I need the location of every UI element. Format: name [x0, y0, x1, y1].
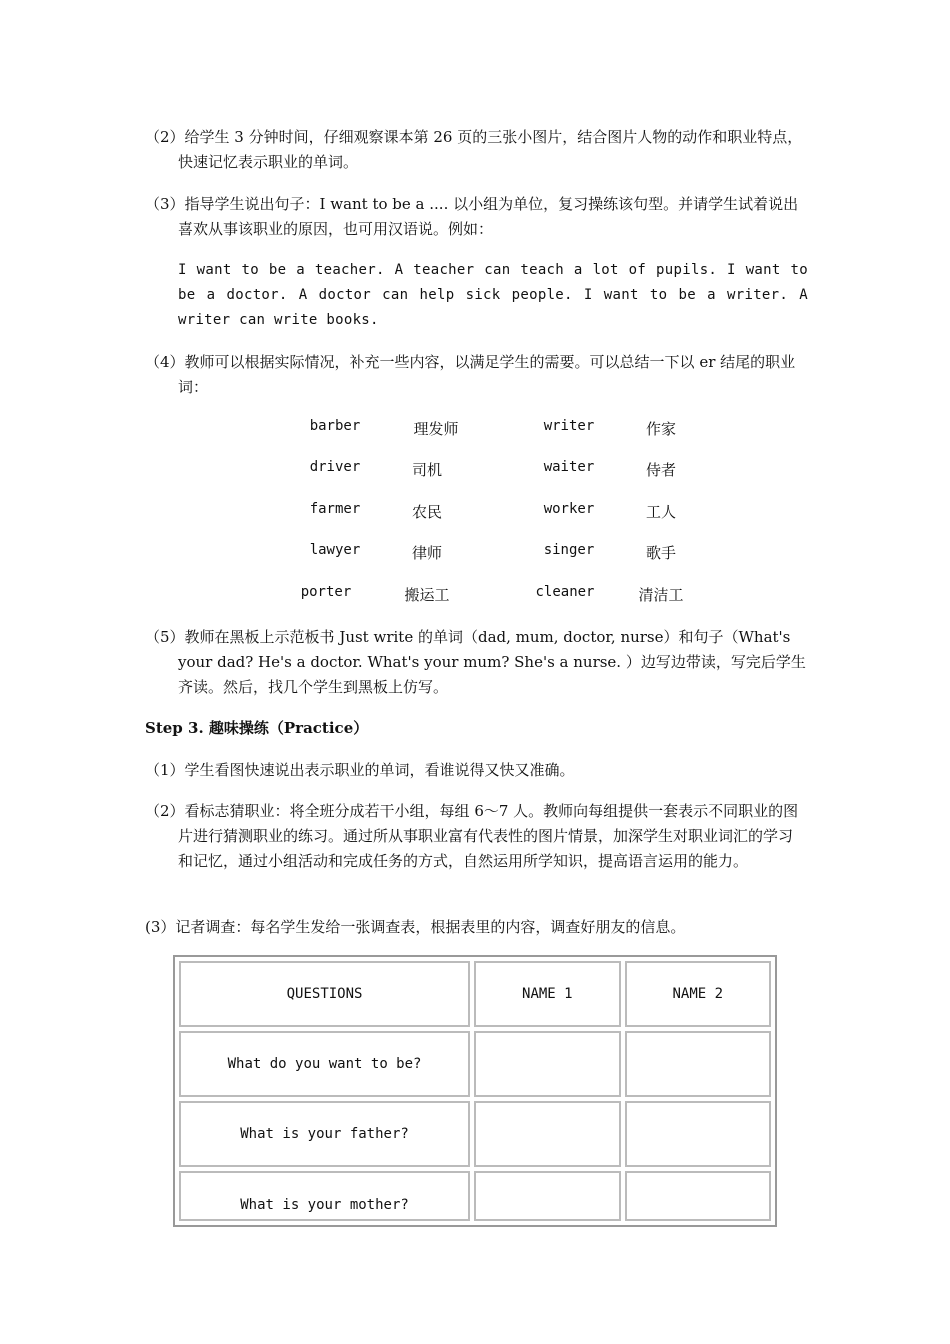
- answer-cell[interactable]: [625, 1101, 771, 1167]
- step3-item-1-text: （1）学生看图快速说出表示职业的单词，看谁说得又快又准确。: [145, 761, 575, 779]
- question-cell: What do you want to be?: [179, 1031, 470, 1097]
- vocab-en-1: driver: [309, 459, 361, 475]
- item-5: [145, 625, 807, 700]
- vocab-zh-1: 理发师: [413, 420, 459, 438]
- step3-item-1: [145, 758, 807, 783]
- answer-cell[interactable]: [474, 1171, 620, 1221]
- example-sentences: I want to be a teacher. A teacher can teach a lot of pupils. I want to be a doctor. A doctor can help sick people. I want to be a writer. A writer can write books.: [178, 262, 808, 328]
- vocab-en-1: farmer: [309, 501, 361, 517]
- survey-table: [173, 955, 777, 1227]
- answer-cell[interactable]: [474, 1031, 620, 1097]
- step3-item-2-text: （2）看标志猜职业：将全班分成若干小组，每组 6～7 人。教师向每组提供一套表示不同职业的图片进行猜测职业的练习。通过所从事职业富有代表性的图片情景，加深学生对职业词汇的学习和记忆，通过小组活动和完成任务的方式，自然运用所学知识，提高语言运用的能力。: [145, 802, 799, 870]
- header-name-1: NAME 1: [474, 961, 620, 1027]
- vocab-zh-1: 司机: [411, 461, 442, 479]
- table-row: [179, 1101, 771, 1167]
- vocab-zh-1: 农民: [411, 503, 442, 521]
- vocab-zh-2: 清洁工: [638, 586, 684, 604]
- step3-heading: Step 3. 趣味操练（Practice）: [145, 719, 369, 737]
- vocab-zh-2: 作家: [645, 420, 676, 438]
- item-4: [145, 350, 807, 400]
- vocab-zh-2: 工人: [645, 503, 676, 521]
- question-cell: What is your mother?: [179, 1171, 470, 1221]
- step3-item-3-text: (3）记者调查：每名学生发给一张调查表，根据表里的内容，调查好朋友的信息。: [145, 918, 686, 936]
- vocab-en-2: worker: [543, 501, 595, 517]
- answer-cell[interactable]: [625, 1031, 771, 1097]
- vocab-en-1: lawyer: [309, 542, 361, 558]
- table-header-row: [179, 961, 771, 1027]
- item-4-text: （4）教师可以根据实际情况，补充一些内容，以满足学生的需要。可以总结一下以 er 结尾的职业词：: [145, 353, 796, 396]
- vocab-zh-2: 侍者: [645, 461, 676, 479]
- step3-item-2: [145, 799, 807, 874]
- item-3-text: （3）指导学生说出句子：I want to be a .... 以小组为单位，复习操练该句型。并请学生试着说出喜欢从事该职业的原因，也可用汉语说。例如：: [145, 195, 799, 238]
- answer-cell[interactable]: [625, 1171, 771, 1221]
- header-questions: QUESTIONS: [179, 961, 470, 1027]
- vocab-zh-2: 歌手: [645, 544, 676, 562]
- question-cell: What is your father?: [179, 1101, 470, 1167]
- vocab-zh-1: 律师: [411, 544, 442, 562]
- answer-cell[interactable]: [474, 1101, 620, 1167]
- vocab-en-1: barber: [309, 418, 361, 434]
- item-5-text: （5）教师在黑板上示范板书 Just write 的单词（dad, mum, doctor, nurse）和句子（What's your dad? He's a doctor. What's your mum? She's a nurse. ）边写边带读，写完后学生齐读。然后，找几个学生到黑板上仿写。: [145, 628, 806, 696]
- table-row: [179, 1031, 771, 1097]
- vocab-en-2: waiter: [543, 459, 595, 475]
- vocab-zh-1: 搬运工: [404, 586, 450, 604]
- header-name-2: NAME 2: [625, 961, 771, 1027]
- vocab-en-2: cleaner: [535, 584, 595, 600]
- table-row: [179, 1171, 771, 1221]
- vocab-en-2: singer: [543, 542, 595, 558]
- step3-item-3: [145, 915, 807, 940]
- vocab-en-1: porter: [300, 584, 352, 600]
- item-2-text: （2）给学生 3 分钟时间，仔细观察课本第 26 页的三张小图片，结合图片人物的动作和职业特点，快速记忆表示职业的单词。: [145, 128, 803, 171]
- item-2: [145, 125, 807, 175]
- item-3: [145, 192, 807, 242]
- vocab-en-2: writer: [543, 418, 595, 434]
